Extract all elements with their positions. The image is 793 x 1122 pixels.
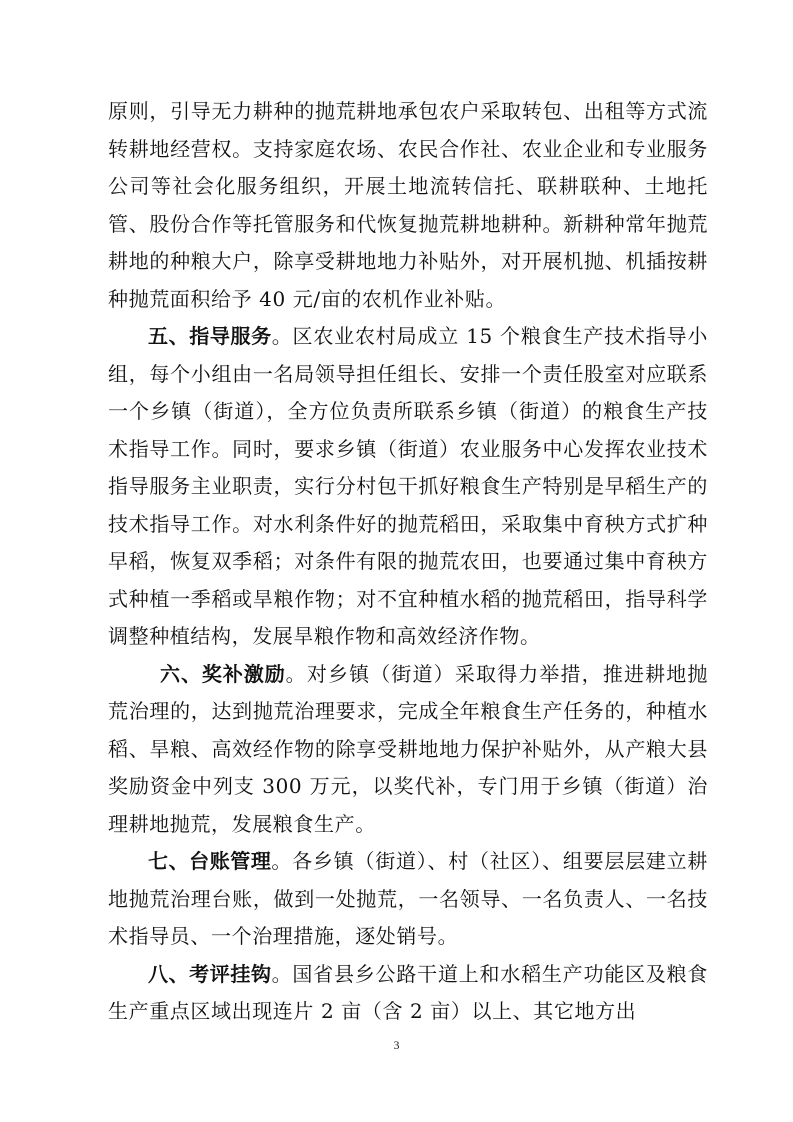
page-number: 3 [393, 1038, 400, 1052]
section-heading: 八、考评挂钩 [148, 961, 272, 986]
paragraph-text: 。区农业农村局成立 15 个粮食生产技术指导小组，每个小组由一名局领导担任组长、安排一个责任股室对应联系一个乡镇（街道），全方位负责所联系乡镇（街道）的粮食生产技术指导工作。同时，要求乡镇（街道）农业服务中心发挥农业技术指导服务主业职责，实行分村包干抓好粮食生产特别是早稻生产的技术指导工作。对水利条件好的抛荒稻田，采取集中育秧方式扩种早稻，恢复双季稻；对条件有限的抛荒农田，也要通过集中育秧方式种植一季稻或旱粮作物；对不宜种植水稻的抛荒稻田，指导科学调整种植结构，发展旱粮作物和高效经济作物。 [108, 324, 708, 648]
paragraph-evaluation [108, 956, 708, 1031]
section-heading: 六、奖补激励 [160, 661, 286, 686]
paragraph-guidance-service [108, 318, 708, 656]
paragraph-text: 原则，引导无力耕种的抛荒耕地承包农户采取转包、出租等方式流转耕地经营权。支持家庭农场、农民合作社、农业企业和专业服务公司等社会化服务组织，开展土地流转信托、联耕联种、土地托管、股份合作等托管服务和代恢复抛荒耕地耕种。新耕种常年抛荒耕地的种粮大户，除享受耕地地力补贴外，对开展机抛、机插按耕种抛荒面积给予 40 元/亩的农机作业补贴。 [108, 99, 708, 311]
section-heading: 七、台账管理 [148, 849, 272, 873]
section-heading: 五、指导服务 [148, 324, 272, 348]
paragraph-continuation [108, 93, 708, 318]
paragraph-ledger [108, 843, 708, 956]
paragraph-text: 。各乡镇（街道）、村（社区）、组要层层建立耕地抛荒治理台账，做到一处抛荒，一名领导、一名负责人、一名技术指导员、一个治理措施，逐处销号。 [108, 849, 709, 948]
document-body [108, 93, 708, 1031]
paragraph-text: 。对乡镇（街道）采取得力举措，推进耕地抛荒治理的，达到抛荒治理要求，完成全年粮食生产任务的，种植水稻、旱粮、高效经作物的除享受耕地地力保护补贴外，从产粮大县奖励资金中列支 300 万元，以奖代补，专门用于乡镇（街道）治理耕地抛荒，发展粮食生产。 [108, 661, 709, 836]
paragraph-incentive [108, 656, 708, 844]
paragraph-text: 。国省县乡公路干道上和水稻生产功能区及粮食生产重点区域出现连片 2 亩（含 2 亩）以上、其它地方出 [108, 961, 708, 1023]
